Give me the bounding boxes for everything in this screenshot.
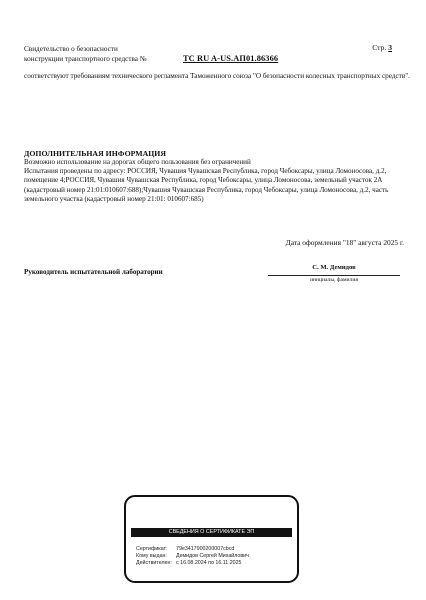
page-label: Стр.: [372, 43, 387, 52]
stamp-title: СВЕДЕНИЯ О СЕРТИФИКАТЕ ЭП: [131, 528, 292, 537]
signatory-role: Руководитель испытательной лаборатории: [24, 268, 163, 276]
page-indicator: [372, 43, 392, 52]
certificate-label-line1: Свидетельство о безопасности: [24, 45, 118, 53]
stamp-label: Действителен:: [136, 560, 172, 566]
stamp-value: Демидов Сергей Михайлович: [176, 553, 249, 559]
stamp-row-certificate: [136, 546, 296, 553]
additional-info-title: ДОПОЛНИТЕЛЬНАЯ ИНФОРМАЦИЯ: [24, 149, 166, 158]
stamp-details: [136, 546, 296, 567]
stamp-label: Кому выдан:: [136, 553, 167, 559]
signatory-name: С. М. Демидов: [312, 264, 356, 271]
compliance-statement: соответствуют требованиям технического регламента Таможенного союза "О безопасности колесных транспортных средств".: [24, 72, 410, 80]
issue-date: Дата оформления "18" августа 2025 г.: [285, 238, 404, 247]
certificate-number: TC RU A-US.AП01.86366: [183, 54, 279, 63]
e-signature-stamp: [124, 495, 299, 583]
signature-caption: инициалы, фамилия: [310, 277, 358, 283]
certificate-label-line2: конструкции транспортного средства №: [24, 55, 147, 63]
additional-info-usage: Возможно использование на дорогах общего пользования без ограничений: [24, 158, 251, 166]
stamp-value: с 16.08.2024 по 16.11.2025: [176, 560, 242, 566]
stamp-row-issued-to: [136, 553, 296, 560]
stamp-row-valid: [136, 560, 296, 567]
signature-line: [268, 275, 400, 276]
additional-info-tests: Испытания проведены по адресу: РОССИЯ, Чувашия Чувашская Республика, город Чебоксары, улица Ломоносова, д.2, помещение 4;РОССИЯ, Чувашия Чувашская Республика, город Чебоксары, улица Ломоносова, земельный участок 2А (кадастровый номер 21:01:010607:688);Чувашия Чувашская Республика, город Чебоксары, улица Ломоносова, д.2, часть земельного участка (кадастровый номер 21:01: 010607:685): [24, 167, 389, 203]
page-number: 3: [388, 43, 392, 52]
stamp-value: 79е3417900200007cbcd: [176, 546, 235, 552]
stamp-label: Сертификат:: [136, 546, 168, 552]
